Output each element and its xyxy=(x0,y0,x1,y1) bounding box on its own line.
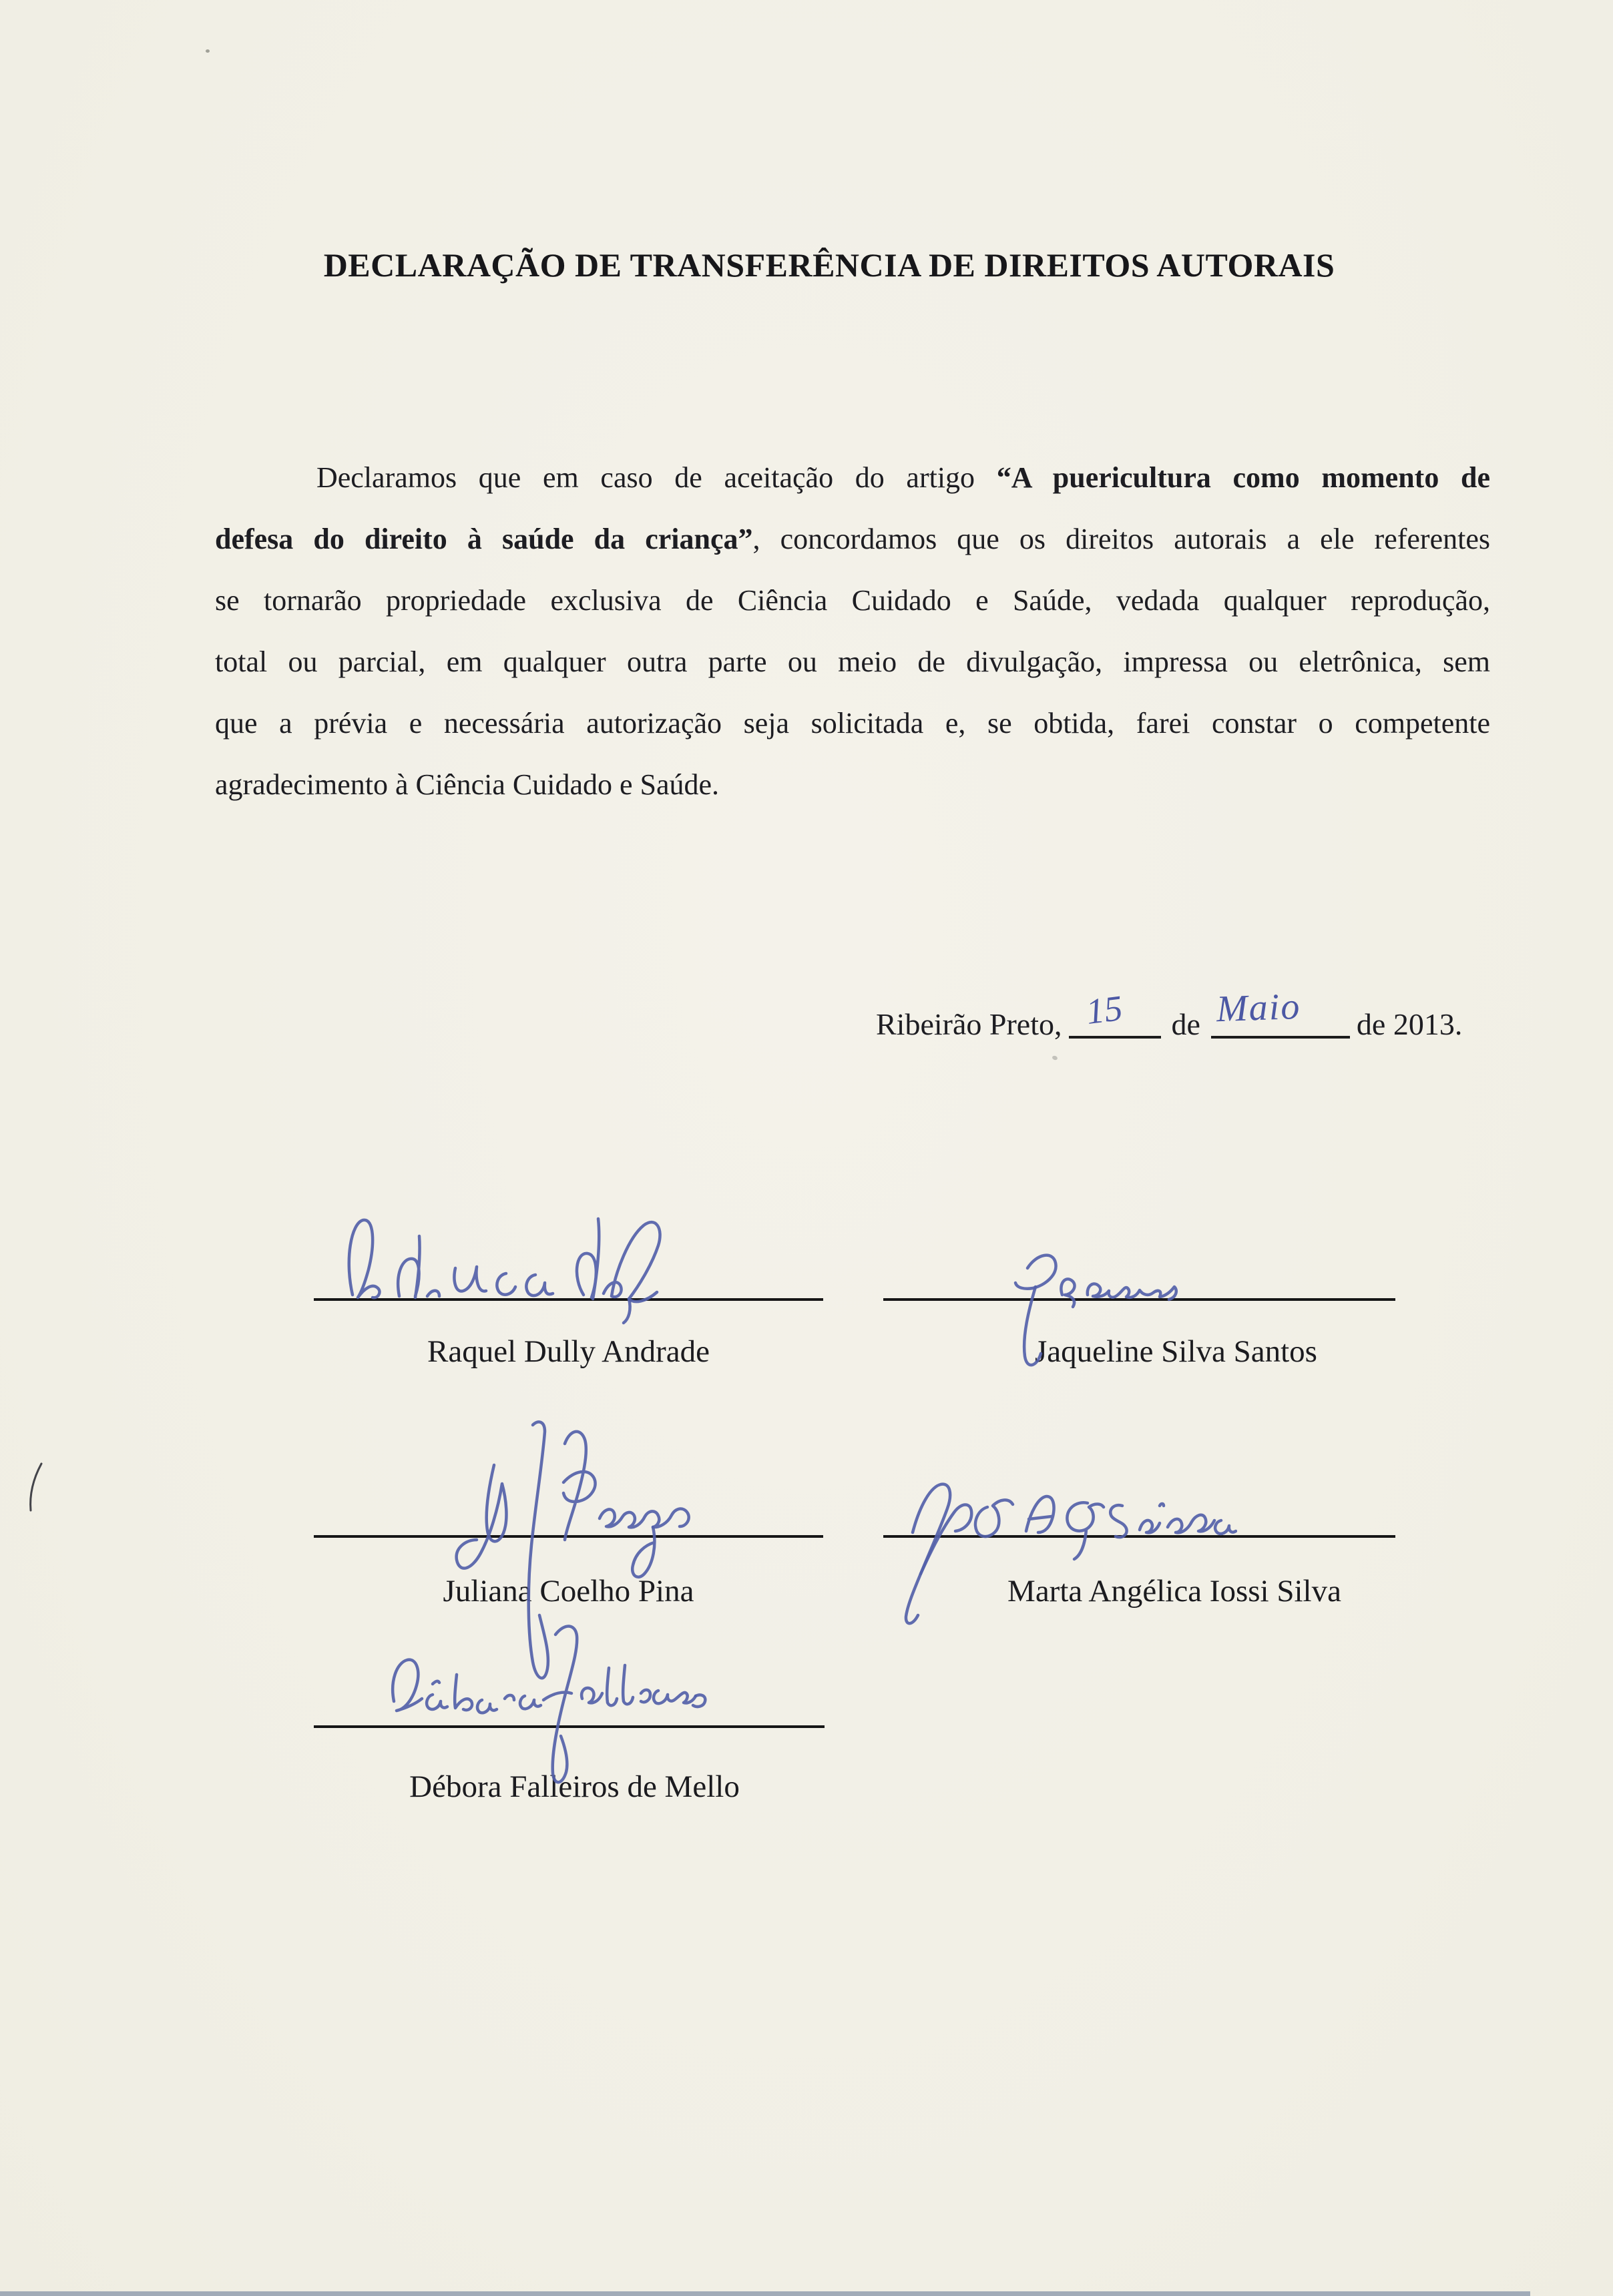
declaration-paragraph: Declaramos que em caso de aceitação do artigo “A puericultura como momento de defesa do direito à saúde da criança”, concordamos que os direitos autorais a ele referentes se tornarão propriedade exclusiva de Ciência Cuidado e Saúde, vedada qualquer reprodução, total ou parcial, em qualquer outra parte ou meio de divulgação, impressa ou eletrônica, sem que a prévia e necessária autorização seja solicitada e, se obtida, farei constar o competente agradecimento à Ciência Cuidado e Saúde. xyxy=(215,461,1490,801)
date-connector: de xyxy=(1171,1007,1200,1041)
signature-ink-jaqueline xyxy=(983,1228,1210,1375)
handwritten-day: 15 xyxy=(1084,987,1124,1033)
date-day-blank xyxy=(1069,987,1161,1039)
date-year: de 2013. xyxy=(1356,1007,1463,1041)
signature-name: Raquel Dully Andrade xyxy=(427,1334,710,1369)
page-title: DECLARAÇÃO DE TRANSFERÊNCIA DE DIREITOS AUTORAIS xyxy=(323,246,1335,284)
signature-block-marta xyxy=(883,1432,1395,1659)
signature-block-debora xyxy=(314,1622,825,1849)
signature-ink-raquel xyxy=(338,1196,712,1330)
signature-ink-debora xyxy=(374,1619,721,1799)
date-month-blank xyxy=(1211,985,1350,1039)
scan-edge-strip xyxy=(0,2291,1530,2296)
signature-name: Jaqueline Silva Santos xyxy=(1035,1334,1317,1369)
signature-name: Débora Falleiros de Mello xyxy=(409,1769,740,1804)
signature-block-jaqueline xyxy=(883,1195,1395,1408)
stray-pen-mark xyxy=(23,1458,49,1518)
signature-name: Marta Angélica Iossi Silva xyxy=(1007,1574,1341,1609)
scan-speck xyxy=(1052,1055,1058,1061)
scan-speck xyxy=(206,49,210,53)
date-line xyxy=(876,985,1463,1042)
handwritten-month: Maio xyxy=(1215,985,1302,1031)
signature-ink-marta xyxy=(890,1468,1237,1629)
signature-name: Juliana Coelho Pina xyxy=(443,1574,694,1609)
signature-block-raquel xyxy=(314,1195,823,1408)
date-city: Ribeirão Preto, xyxy=(876,1007,1062,1041)
